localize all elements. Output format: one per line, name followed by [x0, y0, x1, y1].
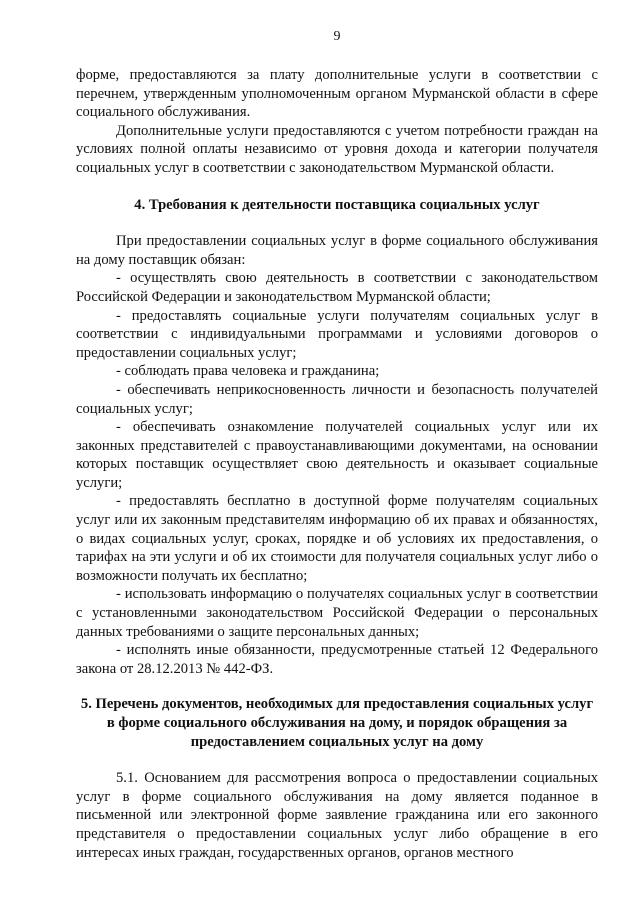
- section-5-heading: 5. Перечень документов, необходимых для предоставления социальных услуг в форме социального обслуживания на дому, и порядок обращения за предоставлением социальных услуг на дому: [80, 696, 594, 750]
- intro-paragraph-2: Дополнительные услуги предоставляются с учетом потребности граждан на условиях полной оплаты независимо от уровня дохода и категории получателя социальных услуг в соответствии с законодательством Мурманской области.: [76, 122, 598, 176]
- page-number: 9: [333, 29, 341, 44]
- section-4-item: - предоставлять социальные услуги получателям социальных услуг в соответствии с индивидуальными программами и условиями договоров о предоставлении социальных услуг;: [76, 307, 598, 361]
- section-4-heading: 4. Требования к деятельности поставщика социальных услуг: [134, 196, 540, 213]
- section-4-item: - обеспечивать неприкосновенность личности и безопасность получателей социальных услуг;: [76, 381, 598, 417]
- section-4-lead: При предоставлении социальных услуг в форме социального обслуживания на дому поставщик обязан:: [76, 233, 598, 268]
- section-5-paragraph-1: 5.1. Основанием для рассмотрения вопроса о предоставлении социальных услуг в форме социального обслуживания на дому является поданное в письменной или электронной форме заявление гражданина или его законного представителя о предоставлении социальных услуг либо обращение в его интересах иных граждан, государственных органов, органов местного: [76, 770, 598, 861]
- section-4-item: - предоставлять бесплатно в доступной форме получателям социальных услуг или их законным представителям информацию об их правах и обязанностях, о видах социальных услуг, сроках, порядке и об условиях их предоставления, о тарифах на эти услуги и об их стоимости для получателя социальных услуг либо о возможности получать их бесплатно;: [76, 493, 598, 584]
- section-4-item: - обеспечивать ознакомление получателей социальных услуг или их законных представителей с правоустанавливающими документами, на основании которых поставщик осуществляет свою деятельность и оказывает социальные услуги;: [76, 419, 598, 491]
- section-4-item: - соблюдать права человека и гражданина;: [116, 363, 380, 380]
- document-page: [76, 28, 598, 862]
- intro-paragraph-1: форме, предоставляются за плату дополнительные услуги в соответствии с перечнем, утвержденным уполномоченным органом Мурманской области в сфере социального обслуживания.: [76, 67, 598, 121]
- section-4-item: - использовать информацию о получателях социальных услуг в соответствии с установленными законодательством Российской Федерации о персональных данных требованиями о защите персональных данных;: [76, 586, 598, 640]
- section-4-item: - исполнять иные обязанности, предусмотренные статьей 12 Федерального закона от 28.12.2013 № 442-ФЗ.: [76, 642, 598, 677]
- section-4-item: - осуществлять свою деятельность в соответствии с законодательством Российской Федерации и законодательством Мурманской области;: [76, 270, 598, 305]
